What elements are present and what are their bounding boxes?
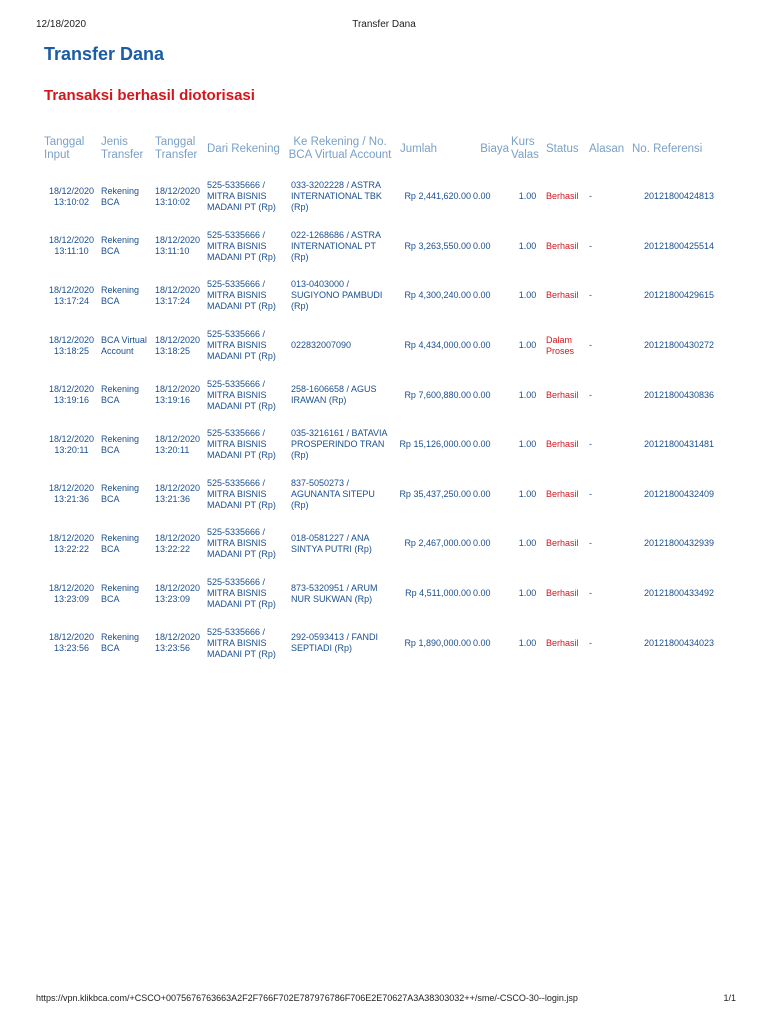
cell-no-referensi: 20121800434023 — [643, 637, 715, 648]
cell-tanggal-input: 18/12/2020 13:21:36 — [48, 483, 95, 505]
col-header-tanggal-input: Tanggal Input — [44, 136, 85, 161]
table-row — [43, 618, 727, 668]
cell-no-referensi: 20121800430836 — [643, 389, 715, 400]
cell-jenis-transfer: Rekening BCA — [101, 384, 140, 406]
table-row — [43, 222, 727, 272]
print-url: https://vpn.klikbca.com/+CSCO+0075676763663A2F2F766F702E787976786F706E2E70627A3A38303032++/sme/-CSCO-30--login.jsp — [36, 993, 578, 1003]
cell-biaya: 0.00 — [473, 439, 491, 450]
cell-tanggal-input: 18/12/2020 13:23:56 — [48, 632, 95, 654]
cell-ke-rekening: 292-0593413 / FANDI SEPTIADI (Rp) — [291, 632, 379, 654]
print-date: 12/18/2020 — [36, 19, 87, 30]
cell-ke-rekening: 013-0403000 / SUGIYONO PAMBUDI (Rp) — [291, 279, 383, 312]
page-title: Transfer Dana — [44, 44, 165, 64]
cell-tanggal-input: 18/12/2020 13:11:10 — [48, 235, 95, 257]
table-row — [43, 569, 727, 619]
table-row — [43, 470, 727, 520]
col-header-tanggal-transfer: Tanggal Transfer — [155, 136, 198, 161]
col-header-dari-rekening: Dari Rekening — [207, 142, 280, 155]
table-row — [43, 321, 727, 371]
cell-ke-rekening: 035-3216161 / BATAVIA PROSPERINDO TRAN (Rp) — [291, 428, 388, 461]
print-footer — [36, 993, 736, 1005]
cell-tanggal-transfer: 18/12/2020 13:23:09 — [155, 582, 201, 604]
cell-kurs-valas: 1.00 — [518, 439, 537, 450]
cell-jumlah: Rp 2,441,620.00 — [404, 191, 471, 202]
cell-alasan: - — [589, 538, 592, 549]
cell-tanggal-transfer: 18/12/2020 13:11:10 — [155, 235, 201, 257]
cell-dari-rekening: 525-5335666 / MITRA BISNIS MADANI PT (Rp) — [207, 329, 276, 362]
cell-jenis-transfer: BCA Virtual Account — [101, 334, 147, 356]
cell-alasan: - — [589, 389, 592, 400]
cell-jumlah: Rp 1,890,000.00 — [404, 637, 471, 648]
cell-status: Berhasil — [546, 389, 579, 400]
cell-no-referensi: 20121800425514 — [643, 240, 715, 251]
table-row — [43, 271, 727, 321]
cell-tanggal-input: 18/12/2020 13:10:02 — [48, 185, 95, 207]
cell-jumlah: Rp 15,126,000.00 — [399, 439, 471, 450]
cell-biaya: 0.00 — [473, 588, 491, 599]
cell-dari-rekening: 525-5335666 / MITRA BISNIS MADANI PT (Rp) — [207, 378, 276, 411]
cell-tanggal-transfer: 18/12/2020 13:21:36 — [155, 483, 201, 505]
cell-jenis-transfer: Rekening BCA — [101, 284, 140, 306]
cell-tanggal-input: 18/12/2020 13:20:11 — [48, 433, 95, 455]
col-header-biaya: Biaya — [480, 142, 509, 155]
cell-kurs-valas: 1.00 — [518, 290, 537, 301]
col-header-ke-rekening: Ke Rekening / No. BCA Virtual Account — [288, 136, 392, 161]
cell-tanggal-transfer: 18/12/2020 13:18:25 — [155, 334, 201, 356]
col-header-no-referensi: No. Referensi — [632, 142, 703, 155]
table-row — [43, 519, 727, 569]
table-row — [43, 172, 727, 222]
cell-ke-rekening: 018-0581227 / ANA SINTYA PUTRI (Rp) — [291, 532, 372, 554]
cell-jumlah: Rp 35,437,250.00 — [399, 488, 471, 499]
cell-alasan: - — [589, 588, 592, 599]
cell-status: Berhasil — [546, 488, 579, 499]
cell-tanggal-transfer: 18/12/2020 13:20:11 — [155, 433, 201, 455]
table-header-row — [43, 126, 727, 172]
cell-no-referensi: 20121800432409 — [643, 488, 715, 499]
cell-no-referensi: 20121800429615 — [643, 290, 715, 301]
cell-status: Berhasil — [546, 439, 579, 450]
col-header-status: Status — [546, 142, 579, 155]
col-header-alasan: Alasan — [589, 142, 625, 155]
cell-no-referensi: 20121800431481 — [643, 439, 715, 450]
cell-biaya: 0.00 — [473, 538, 491, 549]
col-header-jumlah: Jumlah — [400, 142, 438, 155]
print-header — [36, 19, 732, 31]
cell-tanggal-transfer: 18/12/2020 13:17:24 — [155, 284, 201, 306]
cell-no-referensi: 20121800430272 — [643, 340, 715, 351]
cell-jenis-transfer: Rekening BCA — [101, 185, 140, 207]
cell-jumlah: Rp 7,600,880.00 — [404, 389, 471, 400]
cell-kurs-valas: 1.00 — [518, 588, 537, 599]
cell-tanggal-input: 18/12/2020 13:23:09 — [48, 582, 95, 604]
cell-tanggal-input: 18/12/2020 13:19:16 — [48, 384, 95, 406]
col-header-jenis-transfer: Jenis Transfer — [101, 136, 144, 161]
cell-alasan: - — [589, 240, 592, 251]
table-row — [43, 420, 727, 470]
cell-tanggal-transfer: 18/12/2020 13:22:22 — [155, 532, 201, 554]
cell-status: Berhasil — [546, 290, 579, 301]
cell-biaya: 0.00 — [473, 290, 491, 301]
cell-alasan: - — [589, 488, 592, 499]
cell-biaya: 0.00 — [473, 637, 491, 648]
transfer-table — [43, 126, 727, 668]
cell-tanggal-transfer: 18/12/2020 13:19:16 — [155, 384, 201, 406]
cell-kurs-valas: 1.00 — [518, 637, 537, 648]
cell-jumlah: Rp 2,467,000.00 — [404, 538, 471, 549]
cell-kurs-valas: 1.00 — [518, 191, 537, 202]
cell-status: Berhasil — [546, 538, 579, 549]
cell-jenis-transfer: Rekening BCA — [101, 582, 140, 604]
cell-no-referensi: 20121800424813 — [643, 191, 715, 202]
cell-kurs-valas: 1.00 — [518, 340, 537, 351]
cell-no-referensi: 20121800432939 — [643, 538, 715, 549]
cell-dari-rekening: 525-5335666 / MITRA BISNIS MADANI PT (Rp) — [207, 428, 276, 461]
cell-ke-rekening: 022-1268686 / ASTRA INTERNATIONAL PT (Rp) — [291, 229, 381, 262]
cell-dari-rekening: 525-5335666 / MITRA BISNIS MADANI PT (Rp) — [207, 229, 276, 262]
cell-status: Berhasil — [546, 588, 579, 599]
cell-jenis-transfer: Rekening BCA — [101, 433, 140, 455]
cell-alasan: - — [589, 290, 592, 301]
cell-kurs-valas: 1.00 — [518, 488, 537, 499]
cell-status: Berhasil — [546, 191, 579, 202]
cell-dari-rekening: 525-5335666 / MITRA BISNIS MADANI PT (Rp) — [207, 477, 276, 510]
cell-status: Dalam Proses — [546, 334, 575, 356]
cell-dari-rekening: 525-5335666 / MITRA BISNIS MADANI PT (Rp) — [207, 577, 276, 610]
cell-jumlah: Rp 4,511,000.00 — [405, 588, 471, 599]
cell-kurs-valas: 1.00 — [518, 389, 537, 400]
cell-alasan: - — [589, 439, 592, 450]
cell-tanggal-input: 18/12/2020 13:18:25 — [48, 334, 95, 356]
cell-tanggal-input: 18/12/2020 13:17:24 — [48, 284, 95, 306]
cell-kurs-valas: 1.00 — [518, 240, 537, 251]
cell-tanggal-transfer: 18/12/2020 13:10:02 — [155, 185, 201, 207]
cell-dari-rekening: 525-5335666 / MITRA BISNIS MADANI PT (Rp) — [207, 180, 276, 213]
cell-ke-rekening: 873-5320951 / ARUM NUR SUKWAN (Rp) — [291, 582, 378, 604]
cell-tanggal-input: 18/12/2020 13:22:22 — [48, 532, 95, 554]
cell-alasan: - — [589, 637, 592, 648]
print-page-number: 1/1 — [723, 993, 736, 1003]
cell-biaya: 0.00 — [473, 488, 491, 499]
cell-jenis-transfer: Rekening BCA — [101, 483, 140, 505]
cell-no-referensi: 20121800433492 — [643, 588, 715, 599]
table-row — [43, 370, 727, 420]
cell-jumlah: Rp 3,263,550.00 — [404, 240, 471, 251]
cell-tanggal-transfer: 18/12/2020 13:23:56 — [155, 632, 201, 654]
cell-biaya: 0.00 — [473, 240, 491, 251]
cell-dari-rekening: 525-5335666 / MITRA BISNIS MADANI PT (Rp) — [207, 626, 276, 659]
success-message: Transaksi berhasil diotorisasi — [44, 87, 255, 104]
cell-ke-rekening: 258-1606658 / AGUS IRAWAN (Rp) — [291, 384, 377, 406]
cell-jenis-transfer: Rekening BCA — [101, 532, 140, 554]
col-header-kurs-valas: Kurs Valas — [511, 136, 539, 161]
cell-status: Berhasil — [546, 240, 579, 251]
cell-alasan: - — [589, 340, 592, 351]
cell-ke-rekening: 033-3202228 / ASTRA INTERNATIONAL TBK (Rp) — [291, 180, 382, 213]
cell-jumlah: Rp 4,434,000.00 — [404, 340, 471, 351]
cell-jenis-transfer: Rekening BCA — [101, 235, 140, 257]
cell-dari-rekening: 525-5335666 / MITRA BISNIS MADANI PT (Rp) — [207, 527, 276, 560]
cell-biaya: 0.00 — [473, 191, 491, 202]
transfer-table-body — [43, 172, 727, 668]
cell-biaya: 0.00 — [473, 340, 491, 351]
cell-dari-rekening: 525-5335666 / MITRA BISNIS MADANI PT (Rp) — [207, 279, 276, 312]
cell-ke-rekening: 022832007090 — [291, 340, 352, 351]
cell-status: Berhasil — [546, 637, 579, 648]
cell-jenis-transfer: Rekening BCA — [101, 632, 140, 654]
cell-ke-rekening: 837-5050273 / AGUNANTA SITEPU (Rp) — [291, 477, 375, 510]
cell-jumlah: Rp 4,300,240.00 — [404, 290, 471, 301]
cell-biaya: 0.00 — [473, 389, 491, 400]
cell-kurs-valas: 1.00 — [518, 538, 537, 549]
cell-alasan: - — [589, 191, 592, 202]
print-title: Transfer Dana — [352, 19, 416, 30]
